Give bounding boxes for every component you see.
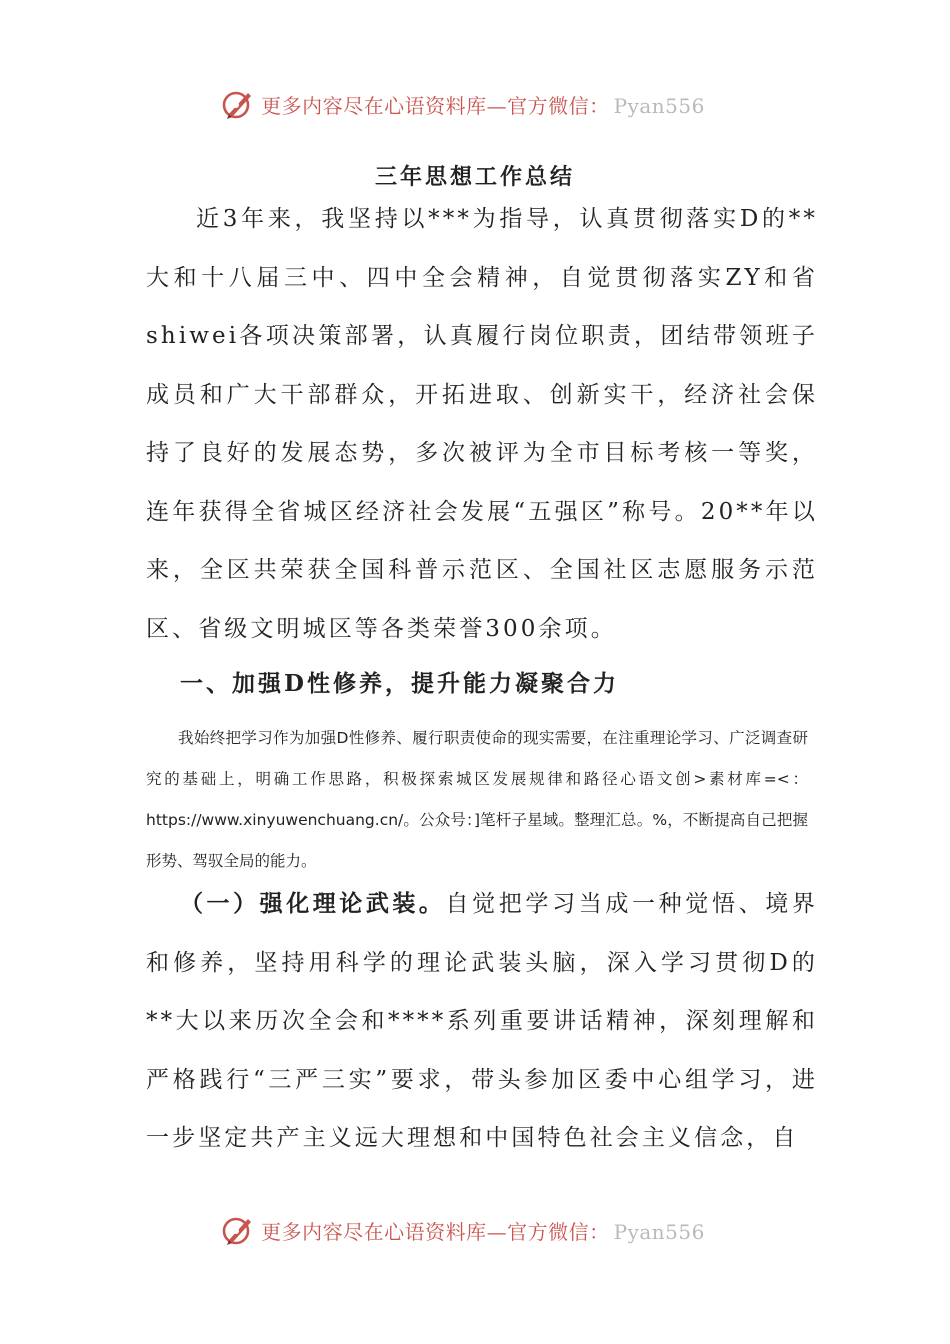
document-title: 三年思想工作总结 [374,163,575,190]
watermark-account: Pyan556 [613,1219,705,1244]
subsection-1-body: 自觉把学习当成一种觉悟、境界和修养，坚持用科学的理论武装头脑，深入学习贯彻D的**大以来历次全会和****系列重要讲话精神，深刻理解和严格践行“三严三实”要求，带头参加区委中心组学习，进一步坚定共产主义远大理想和中国特色社会主义信念，自 [146,891,819,1151]
footer-watermark-banner [0,1208,950,1252]
subsection-1-lead: （一）强化理论武装。 [180,891,446,917]
pen-logo-icon [221,87,255,121]
watermark-text: 更多内容尽在心语资料库—官方微信： Pyan556 [261,1219,705,1244]
header-watermark-banner [0,82,950,126]
intro-paragraph: 近3年来，我坚持以***为指导，认真贯彻落实D的**大和十八届三中、四中全会精神，自觉贯彻落实ZY和省shiwei各项决策部署，认真履行岗位职责，团结带领班子成员和广大干部群众，开拓进取、创新实干，经济社会保持了良好的发展态势，多次被评为全市目标考核一等奖，连年获得全省城区经济社会发展“五强区”称号。20**年以来，全区共荣获全国科普示范区、全国社区志愿服务示范区、省级文明城区等各类荣誉300余项。 [146,206,818,642]
subsection-1-paragraph [146,875,818,1168]
section-1-paragraph: 我始终把学习作为加强D性修养、履行职责使命的现实需要，在注重理论学习、广泛调查研究的基础上，明确工作思路，积极探索城区发展规律和路径心语文创>素材库=<：https://www.xinyuwenchuang.cn/。公众号：]笔杆子星域。整理汇总。%，不断提高自己把握形势、驾驭全局的能力。 [146,729,808,870]
pen-logo-icon [221,1213,255,1247]
watermark-text: 更多内容尽在心语资料库—官方微信： Pyan556 [261,93,705,118]
section-heading-1: 一、加强D性修养，提升能力凝聚合力 [180,670,619,697]
watermark-account: Pyan556 [613,93,705,118]
